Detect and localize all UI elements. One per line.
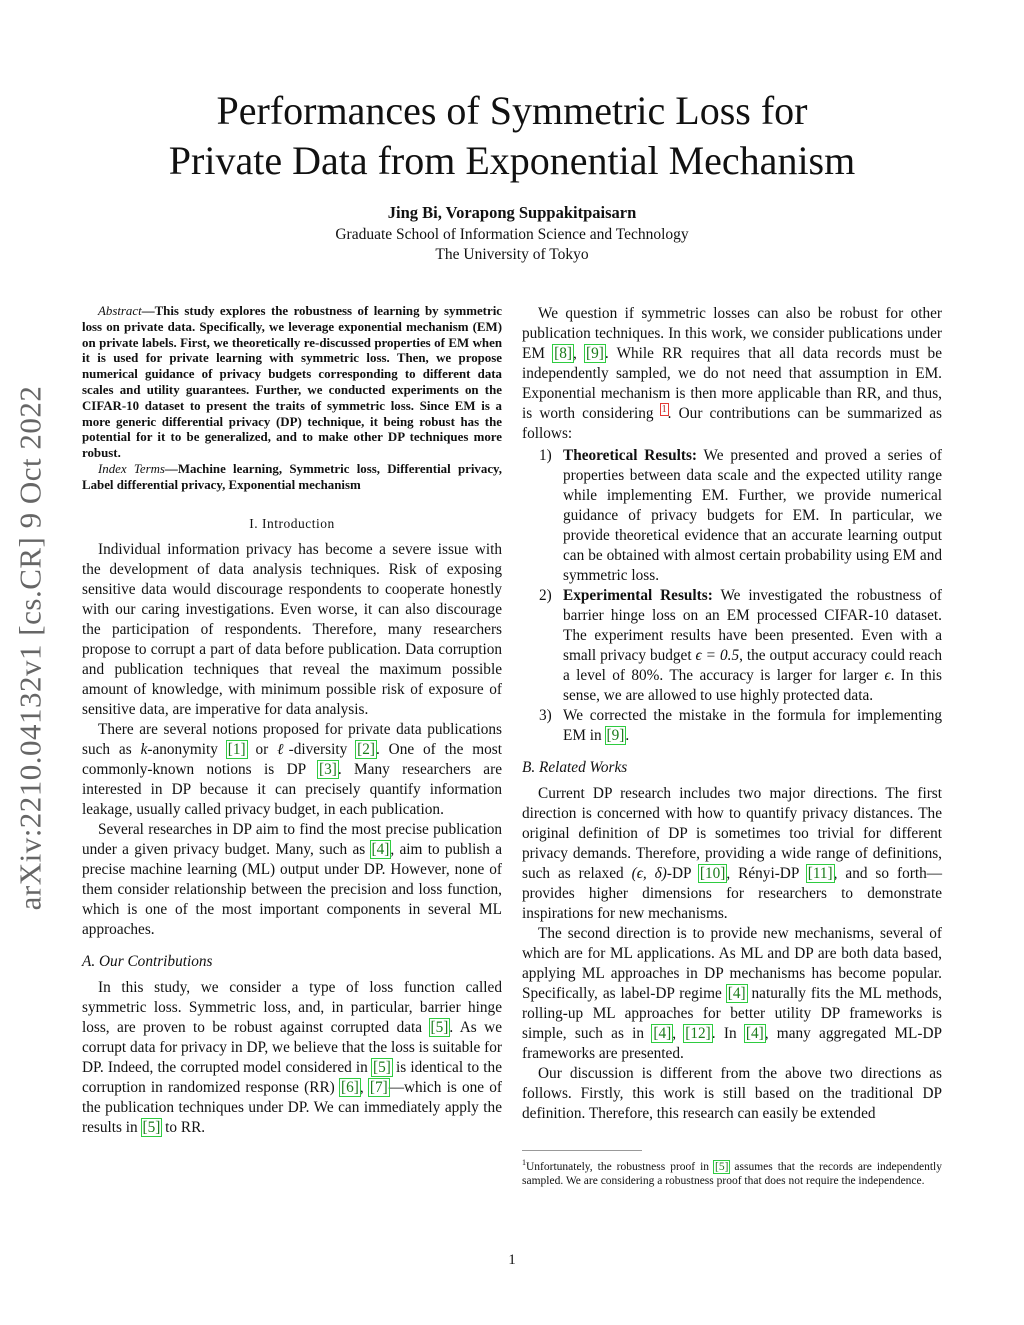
contributions-intro-paragraph: We question if symmetric losses can also be robust for other publication techniques. In this work, we consider publications under EM [8], [9]. While RR requires that all data records must be independently sampled, we do not need that assumption in EM. Exponential mechanism is then more applicable than RR, and thus, is worth considering $^1$. Our contributions can be summarized as follows: (522, 305, 942, 442)
page-number: 1 (508, 1252, 516, 1268)
citation-link[interactable]: [9] (606, 727, 625, 744)
citation-link[interactable]: [4] (727, 985, 746, 1002)
footnote-mark: 1 (522, 1158, 526, 1167)
related-works-paragraph-1: Current DP research includes two major directions. The first direction is concerned with how to quantify privacy distances. The original definition of DP is sometimes too trivial for different privacy demands. Therefore, providing a wide range of definitions, such as relaxed (ϵ, δ)-DP [10], Rényi-DP [11], and so forth—provides higher dimensions for researchers to demonstrate inspirations for new mechanisms. (522, 785, 943, 922)
footnote: $^1$Unfortunately, the robustness proof in [5] assumes that the records are independently sampled. We are considering a robustness proof that does not require the independence. (522, 1158, 942, 1187)
affiliation-line-2: The University of Tokyo (435, 246, 589, 263)
list-item: 1) Theoretical Results: We presented and proved a series of properties between data scale and the expected utility range while implementing EM. Further, we provide numerical guidance of privacy budgets for EM. In particular, we provide theoretical evidence that an accurate learning output can be obtained with almost certain probability using EM and symmetric loss. (539, 447, 943, 584)
right-column (522, 304, 942, 1124)
citation-link[interactable]: [4] (653, 1025, 672, 1042)
footnote-link[interactable]: 1 (661, 403, 667, 415)
citation-link[interactable]: [5] (430, 1018, 449, 1036)
intro-paragraph-3: Several researches in DP aim to find the most precise publication under a given privacy budget. Many, such as [4], aim to publish a precise machine learning (ML) output under DP. However, none of them consider relationship between the precision and loss function, which is one of the most important components in several ML approaches. (82, 820, 502, 938)
citation-link[interactable]: [12] (685, 1025, 711, 1042)
citation-link[interactable]: [10] (699, 865, 726, 882)
index-terms (82, 462, 502, 494)
paper-title (110, 86, 914, 186)
author-list: Jing Bi, Vorapong Suppakitpaisarn (387, 203, 637, 222)
section-heading-introduction: I. Introduction (249, 515, 335, 531)
arxiv-sidebar-stamp (8, 365, 53, 930)
title-line-1: Performances of Symmetric Loss for (216, 88, 808, 133)
citation-link[interactable]: [6] (340, 1078, 359, 1096)
contributions-list (522, 446, 942, 746)
citation-link[interactable]: [4] (745, 1025, 764, 1042)
citation-link[interactable]: [8] (554, 345, 572, 362)
citation-link[interactable]: [4] (371, 840, 390, 858)
citation-link[interactable]: [5] (142, 1118, 161, 1136)
related-works-paragraph-2: The second direction is to provide new mechanisms, several of which are for ML applications. As ML and DP are both data based, applying ML approaches in DP mechanisms has become popular. Specifically, as label-DP regime [4] naturally fits the ML methods, rolling-up ML approaches for better utility DP frameworks is simple, such as in [4], [12]. In [4], many aggregated ML-DP frameworks are presented. (522, 925, 942, 1062)
title-line-2: Private Data from Exponential Mechanism (168, 138, 856, 183)
footnote-divider (522, 1150, 642, 1151)
citation-link[interactable]: [3] (318, 760, 337, 778)
citation-link[interactable]: [11] (807, 865, 833, 882)
intro-paragraph-2: There are several notions proposed for private data publications such as k-anonymity [1] or ℓ-diversity [2]. One of the most commonly-known notions is DP [3]. Many researchers are interested in DP because it can precisely quantify information leakage, usually called privacy budget, in each publication. (82, 720, 502, 818)
index-terms-text: —Machine learning, Symmetric loss, Differential privacy, Label differential privacy, Exponential mechanism (82, 461, 502, 492)
citation-link[interactable]: [5] (715, 1160, 729, 1173)
related-works-paragraph-3: Our discussion is different from the above two directions as follows. Firstly, this work is still based on the traditional DP definition. Therefore, this research can easily be extended (522, 1065, 942, 1122)
citation-link[interactable]: [1] (227, 740, 246, 758)
abstract-label: Abstract (98, 304, 142, 318)
affiliation-line-1: Graduate School of Information Science and Technology (335, 226, 689, 243)
citation-link[interactable]: [9] (586, 345, 604, 362)
contributions-paragraph: In this study, we consider a type of loss function called symmetric loss. Symmetric loss, and, in particular, barrier hinge loss, are proven to be robust against corrupted data [5]. As we corrupt data for privacy in DP, we believe that the loss is suitable for DP. Indeed, the corrupted model considered in [5] is identical to the corruption in randomized response (RR) [6], [7]—which is one of the publication techniques under DP. We can immediately apply the results in [5] to RR. (82, 978, 503, 1136)
list-item: 2) Experimental Results: We investigated the robustness of barrier hinge loss on an EM processed CIFAR-10 dataset. The experiment results have been presented. Even with a small privacy budget ϵ = 0.5, the output accuracy could reach a level of 80%. The accuracy is larger for larger ϵ. In this sense, we are allowed to use highly protected data. (539, 587, 943, 704)
left-column (82, 304, 502, 1138)
subsection-heading-related-works: B. Related Works (522, 759, 628, 776)
citation-link[interactable]: [5] (373, 1058, 391, 1076)
citation-link[interactable]: [2] (357, 740, 375, 758)
abstract-text: —This study explores the robustness of learning by symmetric loss on private data. Specifically, we leverage exponential mechanism (EM) on private labels. First, we theoretically re-discussed properties of EM when it is used for private learning with symmetric loss. Then, we propose numerical guidance of privacy budgets corresponding to different data scales and utility guarantees. Further, we conducted experiments on the CIFAR-10 dataset to present the traits of symmetric loss. Since EM is a more generic differential privacy (DP) technique, it being robust has the potential for it to be generalized, and to make other DP techniques more robust. (82, 304, 502, 461)
subsection-heading-contributions: A. Our Contributions (82, 952, 213, 970)
abstract (82, 304, 502, 462)
citation-link[interactable]: [7] (369, 1078, 388, 1096)
list-item: 3) We corrected the mistake in the formula for implementing EM in [9]. (539, 707, 942, 744)
index-terms-label: Index Terms (98, 461, 165, 476)
arxiv-id: arXiv:2210.04132v1 [cs.CR] 9 Oct 2022 (12, 385, 48, 910)
intro-paragraph-1: Individual information privacy has become a severe issue with the development of data analysis techniques. Risk of exposing sensitive data would discourage respondents to cooperate honestly with our caring investigations. Even worse, it can also discourage the participation of respondents. Therefore, many researchers propose to corrupt a part of data before publication. Data corruption and publication techniques that reveal the maximum possible amount of knowledge, with minimum possible risk of exposure of sensitive data, are imperative for data analysis. (82, 540, 502, 718)
